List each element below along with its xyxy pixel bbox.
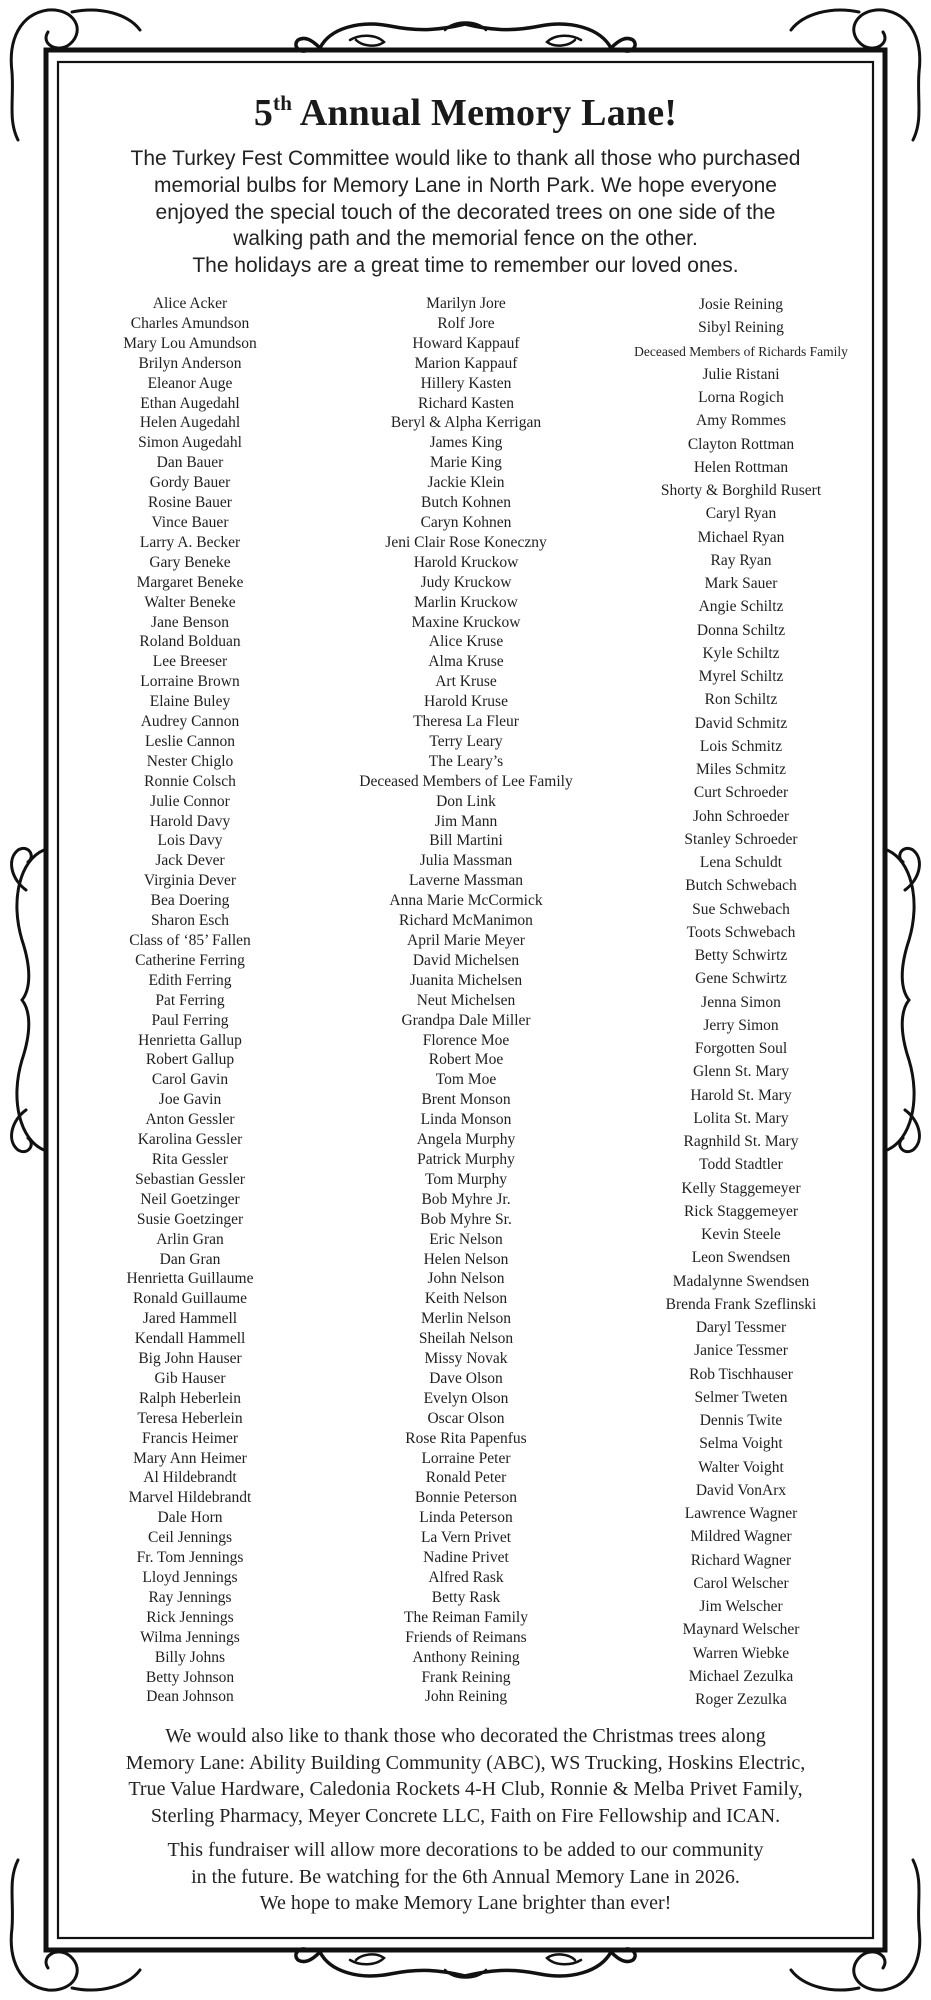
intro-line: memorial bulbs for Memory Lane in North Park. We hope everyone xyxy=(154,173,777,197)
name-entry: Alfred Rask xyxy=(428,1569,504,1586)
name-entry: Ron Schiltz xyxy=(704,691,778,709)
closing-line: This fundraiser will allow more decorations to be added to our community xyxy=(167,1839,764,1861)
name-entry: Bob Myhre Sr. xyxy=(420,1210,512,1228)
name-entry: Julia Massman xyxy=(419,852,513,870)
name-entry: Dean Johnson xyxy=(146,1688,234,1706)
name-entry: Keith Nelson xyxy=(424,1290,508,1308)
name-entry: Donna Schiltz xyxy=(696,621,786,639)
name-entry: Angie Schiltz xyxy=(698,598,784,616)
name-entry: Miles Schmitz xyxy=(696,761,786,778)
name-entry: Dan Gran xyxy=(159,1250,221,1268)
name-entry: Edith Ferring xyxy=(148,971,232,989)
names-column-3 xyxy=(612,293,870,1711)
name-entry: Todd Stadtler xyxy=(699,1156,783,1174)
name-entry: Lois Schmitz xyxy=(699,737,783,755)
name-entry: Marvel Hildebrandt xyxy=(128,1489,252,1507)
name-entry: Eric Nelson xyxy=(429,1230,503,1248)
name-entry: Ralph Heberlein xyxy=(138,1389,241,1407)
name-entry: Rolf Jore xyxy=(437,314,495,332)
name-entry: Howard Kappauf xyxy=(412,334,520,352)
name-entry: Lorna Rogich xyxy=(698,389,784,406)
name-entry: Merlin Nelson xyxy=(421,1310,511,1328)
name-entry: Ronald Guillaume xyxy=(132,1290,248,1308)
thanks-line: True Value Hardware, Caledonia Rockets 4-H Club, Ronnie & Melba Privet Family, xyxy=(128,1778,803,1800)
name-entry: Mary Ann Heimer xyxy=(133,1449,247,1467)
name-entry: Kevin Steele xyxy=(701,1226,781,1243)
name-entry: Butch Schwebach xyxy=(685,877,797,895)
name-entry: Elaine Buley xyxy=(149,693,231,711)
name-entry: Francis Heimer xyxy=(142,1429,238,1447)
name-entry: Sue Schwebach xyxy=(692,900,790,918)
name-entry: Marlin Kruckow xyxy=(414,593,518,611)
intro-paragraph xyxy=(70,146,861,280)
closing-line: We hope to make Memory Lane brighter than ever! xyxy=(259,1892,672,1914)
name-entry: Betty Rask xyxy=(431,1588,501,1606)
name-entry: Amy Rommes xyxy=(696,412,786,430)
name-entry: Gary Beneke xyxy=(149,553,231,571)
name-entry: The Reiman Family xyxy=(404,1608,528,1626)
name-entry: Nester Chiglo xyxy=(146,752,234,770)
name-entry: Rosine Bauer xyxy=(148,494,232,512)
name-entry: David Schmitz xyxy=(694,714,788,732)
name-entry: Missy Novak xyxy=(424,1350,508,1368)
bottom-flourish xyxy=(296,1949,635,1978)
name-entry: Toots Schwebach xyxy=(686,923,796,941)
name-entry: Deceased Members of Lee Family xyxy=(359,772,573,790)
name-entry: Brilyn Anderson xyxy=(138,354,242,372)
name-entry: Mark Sauer xyxy=(704,575,778,592)
name-entry: Helen Augedahl xyxy=(139,414,241,432)
name-entry: Kendall Hammell xyxy=(134,1330,246,1348)
name-entry: Anna Marie McCormick xyxy=(389,892,543,910)
name-entry: Lorraine Brown xyxy=(140,673,240,691)
name-entry: Lloyd Jennings xyxy=(142,1569,238,1586)
name-entry: Harold Kruse xyxy=(424,693,508,711)
name-entry: Brent Monson xyxy=(421,1091,511,1109)
name-entry: Mildred Wagner xyxy=(690,1528,792,1546)
name-entry: Maynard Welscher xyxy=(682,1621,800,1639)
name-entry: Ronnie Colsch xyxy=(144,772,236,790)
name-entry: Gib Hauser xyxy=(154,1369,226,1387)
name-entry: Frank Reining xyxy=(421,1668,511,1686)
name-entry: Harold St. Mary xyxy=(690,1086,792,1104)
name-entry: Linda Monson xyxy=(420,1111,512,1129)
name-entry: Rob Tischhauser xyxy=(689,1365,793,1383)
name-entry: Jack Dever xyxy=(155,852,225,870)
name-entry: Alice Acker xyxy=(152,295,228,312)
name-entry: John Reining xyxy=(424,1688,508,1706)
name-entry: Myrel Schiltz xyxy=(698,668,784,685)
name-entry: Joe Gavin xyxy=(158,1091,222,1109)
name-entry: Susie Goetzinger xyxy=(136,1210,244,1228)
name-entry: Lee Breeser xyxy=(152,653,228,671)
name-entry: Karolina Gessler xyxy=(137,1131,243,1149)
name-entry: Caryn Kohnen xyxy=(420,513,512,531)
name-entry: Rita Gessler xyxy=(151,1150,229,1168)
name-entry: Simon Augedahl xyxy=(138,434,242,452)
intro-line: The holidays are a great time to remember our loved ones. xyxy=(192,254,739,278)
name-entry: Laverne Massman xyxy=(408,872,524,890)
name-entry: Eleanor Auge xyxy=(147,374,233,392)
name-entry: Roland Bolduan xyxy=(139,633,241,651)
name-entry: Anthony Reining xyxy=(412,1648,520,1666)
name-entry: Arlin Gran xyxy=(156,1230,224,1248)
name-entry: April Marie Meyer xyxy=(407,932,525,949)
name-entry: Grandpa Dale Miller xyxy=(401,1011,531,1029)
name-entry: Florence Moe xyxy=(422,1031,510,1049)
name-entry: Juanita Michelsen xyxy=(409,971,523,989)
name-entry: Shorty & Borghild Rusert xyxy=(660,482,822,499)
name-entry: Michael Ryan xyxy=(697,528,785,546)
name-entry: Big John Hauser xyxy=(138,1350,242,1368)
name-entry: Rick Staggemeyer xyxy=(683,1202,799,1220)
name-entry: Bea Doering xyxy=(150,892,230,910)
intro-line: enjoyed the special touch of the decorated trees on one side of the xyxy=(155,200,776,224)
name-entry: Evelyn Olson xyxy=(423,1389,509,1407)
name-entry: Madalynne Swendsen xyxy=(672,1272,810,1290)
name-entry: Josie Reining xyxy=(699,296,783,313)
name-entry: Bob Myhre Jr. xyxy=(421,1190,511,1208)
name-entry: Harold Kruckow xyxy=(413,553,519,571)
name-entry: Dennis Twite xyxy=(699,1412,783,1429)
name-entry: Brenda Frank Szeflinski xyxy=(665,1295,817,1313)
name-entry: Richard Wagner xyxy=(690,1551,792,1569)
name-entry: Larry A. Becker xyxy=(139,533,241,551)
name-entry: Alma Kruse xyxy=(428,653,504,671)
name-entry: Carol Welscher xyxy=(693,1574,789,1592)
name-entry: Jim Mann xyxy=(434,812,498,830)
name-entry: John Schroeder xyxy=(693,807,789,825)
name-entry: Billy Johns xyxy=(154,1648,226,1666)
name-entry: Helen Nelson xyxy=(423,1250,509,1268)
names-column-2 xyxy=(320,294,612,1707)
name-entry: David Michelsen xyxy=(412,951,520,969)
name-entry: Betty Johnson xyxy=(145,1668,235,1686)
name-entry: Teresa Heberlein xyxy=(137,1409,243,1427)
name-entry: Henrietta Guillaume xyxy=(126,1270,254,1288)
name-entry: Judy Kruckow xyxy=(420,573,512,591)
name-entry: Helen Rottman xyxy=(693,458,789,476)
top-flourish xyxy=(296,23,635,52)
name-entry: Neil Goetzinger xyxy=(140,1190,240,1208)
name-entry: Julie Connor xyxy=(150,792,230,810)
name-entry: Michael Zezulka xyxy=(688,1667,794,1685)
name-entry: Kelly Staggemeyer xyxy=(681,1179,801,1197)
name-entry: Jackie Klein xyxy=(427,474,505,492)
name-entry: Dale Horn xyxy=(157,1509,223,1527)
name-entry: Fr. Tom Jennings xyxy=(136,1549,244,1567)
name-entry: Betty Schwirtz xyxy=(694,947,788,964)
name-entry: Ronald Peter xyxy=(425,1469,507,1487)
intro-line: The Turkey Fest Committee would like to thank all those who purchased xyxy=(130,147,801,170)
name-entry: Tom Murphy xyxy=(424,1170,507,1188)
name-entry: Warren Wiebke xyxy=(692,1644,790,1662)
name-entry: Clayton Rottman xyxy=(687,435,795,453)
name-entry: Bill Martini xyxy=(429,832,503,850)
name-entry: Terry Leary xyxy=(429,732,503,750)
name-entry: Oscar Olson xyxy=(427,1409,505,1427)
name-entry: Tom Moe xyxy=(435,1071,497,1089)
name-entry: Ragnhild St. Mary xyxy=(683,1133,799,1150)
name-entry: Al Hildebrandt xyxy=(143,1469,237,1487)
side-scroll-right xyxy=(887,848,919,1151)
name-entry: Carol Gavin xyxy=(151,1071,229,1089)
name-entry: Nadine Privet xyxy=(423,1549,509,1567)
name-entry: Harold Davy xyxy=(149,812,231,830)
name-entry: Paul Ferring xyxy=(151,1011,229,1029)
name-entry: Selmer Tweten xyxy=(694,1388,788,1406)
name-entry: Ethan Augedahl xyxy=(140,394,240,412)
name-entry: Roger Zezulka xyxy=(695,1691,787,1708)
name-entry: Butch Kohnen xyxy=(421,494,511,512)
name-entry: Sibyl Reining xyxy=(698,319,784,337)
name-entry: Ray Ryan xyxy=(710,551,772,569)
name-entry: Art Kruse xyxy=(435,673,497,691)
name-entry: Leon Swendsen xyxy=(691,1249,791,1267)
name-entry: Theresa La Fleur xyxy=(413,713,519,731)
name-entry: Mary Lou Amundson xyxy=(123,334,257,352)
name-entry: David VonArx xyxy=(695,1481,787,1499)
name-entry: Kyle Schiltz xyxy=(702,644,780,662)
name-entry: Leslie Cannon xyxy=(145,732,235,750)
name-entry: Ceil Jennings xyxy=(148,1529,232,1547)
name-entry: Henrietta Gallup xyxy=(138,1031,242,1049)
name-entry: Hillery Kasten xyxy=(420,374,512,392)
name-entry: Charles Amundson xyxy=(130,314,250,332)
name-entry: Forgotten Soul xyxy=(694,1040,788,1057)
name-entry: Jim Welscher xyxy=(699,1598,783,1615)
name-entry: Jared Hammell xyxy=(142,1310,238,1328)
name-entry: Lorraine Peter xyxy=(421,1449,511,1467)
name-entry: Richard Kasten xyxy=(418,394,514,412)
thanks-line: We would also like to thank those who decorated the Christmas trees along xyxy=(165,1725,766,1747)
name-entry: Robert Gallup xyxy=(145,1051,235,1069)
name-entry: Walter Beneke xyxy=(144,593,236,611)
name-entry: La Vern Privet xyxy=(420,1529,512,1547)
side-scroll-left xyxy=(12,848,44,1151)
name-entry: Caryl Ryan xyxy=(705,505,777,523)
name-entry: Daryl Tessmer xyxy=(695,1319,787,1336)
intro-line: walking path and the memorial fence on the other. xyxy=(233,227,698,251)
name-entry: Margaret Beneke xyxy=(136,573,244,591)
name-entry: Robert Moe xyxy=(428,1051,504,1069)
name-entry: Lois Davy xyxy=(157,832,223,850)
name-entry: Class of ‘85’ Fallen xyxy=(129,932,251,949)
name-entry: Angela Murphy xyxy=(416,1131,516,1149)
name-entry: Curt Schroeder xyxy=(693,784,789,802)
name-entry: Vince Bauer xyxy=(151,513,229,531)
name-entry: Don Link xyxy=(436,792,496,810)
name-entry: Catherine Ferring xyxy=(135,951,245,969)
name-entry: Marie King xyxy=(430,454,502,472)
thanks-paragraph xyxy=(64,1723,867,1829)
name-entry: Friends of Reimans xyxy=(405,1628,527,1646)
name-entry: Gene Schwirtz xyxy=(695,970,787,988)
name-entry: James King xyxy=(429,434,503,452)
name-entry: Deceased Members of Richards Family xyxy=(634,343,848,359)
name-entry: Rose Rita Papenfus xyxy=(405,1429,527,1447)
name-entry: Lena Schuldt xyxy=(699,854,783,871)
name-entry: Virginia Dever xyxy=(143,872,237,890)
name-entry: Sebastian Gessler xyxy=(135,1170,245,1188)
name-entry: Audrey Cannon xyxy=(140,713,240,731)
name-entry: Marion Kappauf xyxy=(414,354,518,372)
closing-paragraph xyxy=(64,1837,867,1917)
name-entry: Jenna Simon xyxy=(701,993,781,1011)
name-entry: Selma Voight xyxy=(699,1435,783,1453)
closing-line: in the future. Be watching for the 6th Annual Memory Lane in 2026. xyxy=(191,1865,740,1888)
name-entry: Dave Olson xyxy=(429,1369,503,1387)
name-entry: Marilyn Jore xyxy=(426,295,506,312)
name-entry: Wilma Jennings xyxy=(140,1628,240,1646)
name-entry: Maxine Kruckow xyxy=(411,613,521,631)
name-entry: Alice Kruse xyxy=(428,633,504,651)
name-entry: Neut Michelsen xyxy=(416,991,516,1009)
name-entry: Glenn St. Mary xyxy=(692,1063,789,1081)
thanks-line: Memory Lane: Ability Building Community (ABC), WS Trucking, Hoskins Electric, xyxy=(125,1751,806,1774)
name-entry: Lolita St. Mary xyxy=(693,1109,789,1127)
name-entry: Sheilah Nelson xyxy=(418,1330,514,1348)
name-entry: Patrick Murphy xyxy=(417,1150,515,1168)
name-entry: Sharon Esch xyxy=(151,912,229,930)
name-entry: Jerry Simon xyxy=(703,1016,779,1034)
name-entry: The Leary’s xyxy=(428,752,504,770)
name-entry: Rick Jennings xyxy=(146,1608,234,1626)
name-entry: Dan Bauer xyxy=(156,454,224,472)
name-entry: Beryl & Alpha Kerrigan xyxy=(390,414,542,432)
name-entry: Richard McManimon xyxy=(399,912,533,930)
name-entry: Bonnie Peterson xyxy=(414,1489,518,1507)
name-entry: Anton Gessler xyxy=(145,1111,235,1129)
name-entry: Ray Jennings xyxy=(148,1588,232,1606)
name-entry: Stanley Schroeder xyxy=(684,830,798,848)
thanks-line: Sterling Pharmacy, Meyer Concrete LLC, Faith on Fire Fellowship and ICAN. xyxy=(150,1804,781,1827)
name-entry: Julie Ristani xyxy=(702,365,780,383)
name-entry: Gordy Bauer xyxy=(149,474,231,492)
page-title: 5th Annual Memory Lane! xyxy=(253,91,678,134)
name-entry: Jeni Clair Rose Koneczny xyxy=(385,533,547,551)
name-entry: Walter Voight xyxy=(698,1458,784,1476)
name-entry: Linda Peterson xyxy=(419,1509,513,1527)
name-entry: Lawrence Wagner xyxy=(684,1505,798,1522)
name-entry: Pat Ferring xyxy=(155,991,225,1009)
name-entry: John Nelson xyxy=(427,1270,505,1288)
name-entry: Janice Tessmer xyxy=(694,1342,788,1360)
names-column-1 xyxy=(80,294,300,1707)
name-entry: Jane Benson xyxy=(151,613,229,631)
